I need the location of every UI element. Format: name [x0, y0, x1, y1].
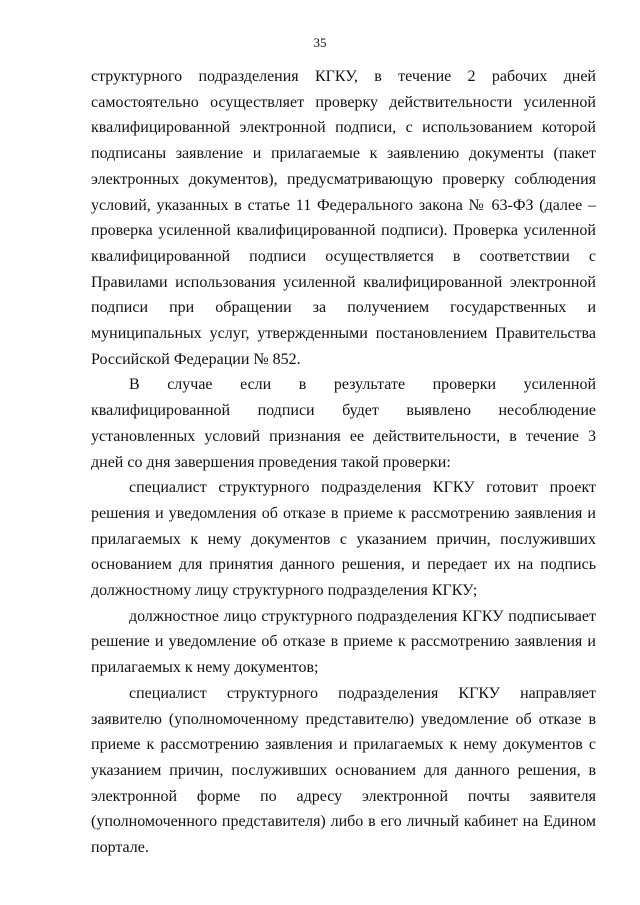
paragraph-continuation: структурного подразделения КГКУ, в течение 2 рабочих дней самостоятельно осуществляет проверку действительности усиленной квалифицированной электронной подписи, с использованием которой подписаны заявление и прилагаемые к заявлению документы (пакет электронных документов), предусматривающую проверку соблюдения условий, указанных в статье 11 Федерального закона № 63-ФЗ (далее – проверка усиленной квалифицированной подписи). Проверка усиленной квалифицированной подписи осуществляется в соответствии с Правилами использования усиленной квалифицированной электронной подписи при обращении за получением государственных и муниципальных услуг, утвержденными постановлением Правительства Российской Федерации № 852.	[91, 68, 596, 368]
paragraph-official-signs: должностное лицо структурного подразделения КГКУ подписывает решение и уведомление об отказе в приеме к рассмотрению заявления и прилагаемых к нему документов;	[91, 607, 596, 677]
page-number: 35	[313, 35, 327, 50]
paragraph-specialist-prepares: специалист структурного подразделения КГКУ готовит проект решения и уведомления об отказе в приеме к рассмотрению заявления и прилагаемых к нему документов с указанием причин, послуживших основанием для принятия данного решения, и передает их на подпись должностному лицу структурного подразделения КГКУ;	[91, 479, 596, 600]
paragraph-verification-failure: В случае если в результате проверки усиленной квалифицированной подписи будет выявлено несоблюдение установленных условий признания ее действительности, в течение 3 дней со дня завершения проведения такой проверки:	[91, 376, 596, 471]
paragraph-specialist-sends: специалист структурного подразделения КГКУ направляет заявителю (уполномоченному представителю) уведомление об отказе в приеме к рассмотрению заявления и прилагаемых к нему документов с указанием причин, послуживших основанием для данного решения, в электронной форме по адресу электронной почты заявителя (уполномоченного представителя) либо в его личный кабинет на Едином портале.	[91, 684, 596, 857]
document-body	[91, 64, 596, 861]
